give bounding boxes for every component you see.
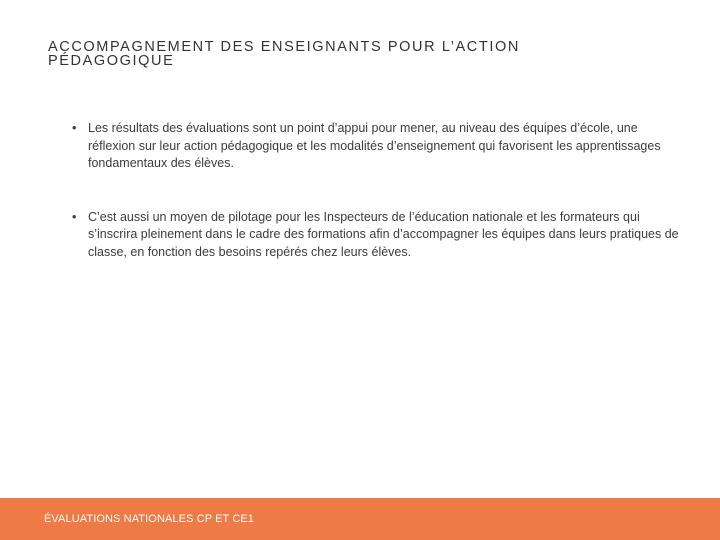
footer-text: ÉVALUATIONS NATIONALES CP ET CE1 — [44, 513, 255, 525]
slide-body — [70, 120, 680, 297]
bullet-text: Les résultats des évaluations sont un point d’appui pour mener, au niveau des équipes d’école, une réflexion sur leur action pédagogique et les modalités d’enseignement qui favorisent les apprentissages fondamentaux des élèves. — [88, 121, 661, 170]
slide-title: ACCOMPAGNEMENT DES ENSEIGNANTS POUR L’ACTION PÉDAGOGIQUE — [48, 39, 520, 69]
bullet-item — [70, 209, 680, 262]
bullet-list — [70, 120, 680, 261]
bullet-item — [70, 120, 680, 173]
bullet-marker: • — [72, 121, 77, 135]
footer-bar — [0, 498, 720, 540]
bullet-marker: • — [72, 209, 77, 224]
bullet-text: C’est aussi un moyen de pilotage pour les Inspecteurs de l’éducation nationale et les formateurs qui s’inscrira pleinement dans le cadre des formations afin d’accompagner les équipes dans leurs pratiques de classe, en fonction des besoins repérés chez leurs élèves. — [88, 209, 679, 259]
